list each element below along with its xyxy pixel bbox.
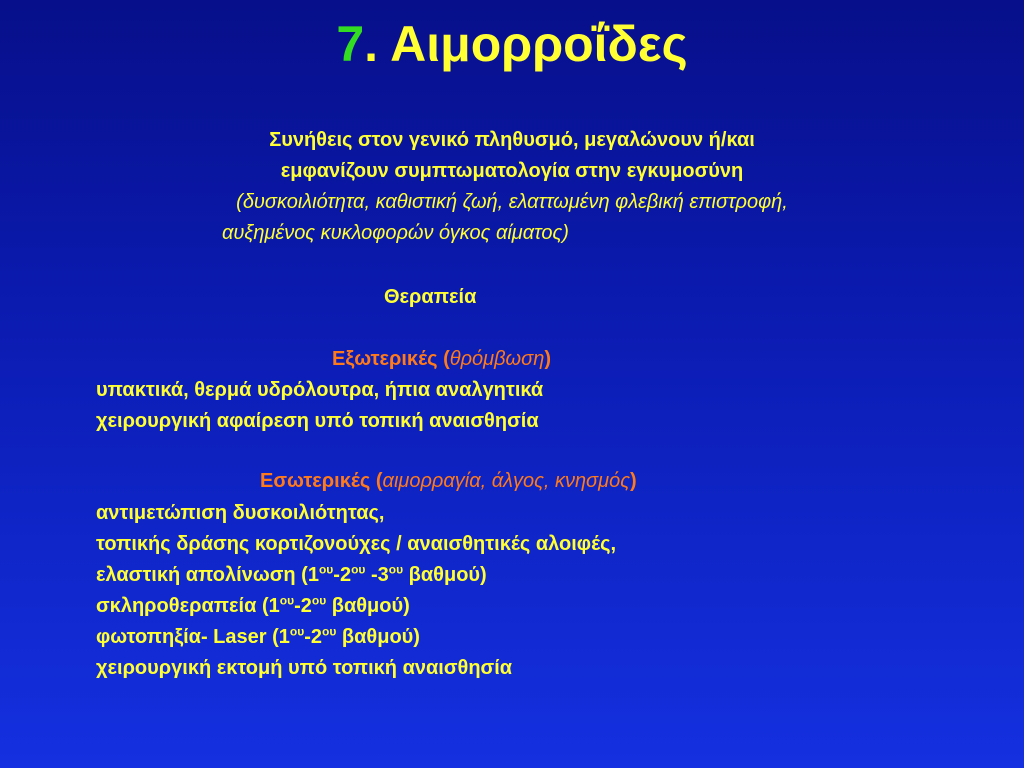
item4-text-a: σκληροθεραπεία (1 [96,595,280,617]
internal-item-1: αντιμετώπιση δυσκοιλιότητας, [96,502,385,524]
title-number: 7 [336,16,365,72]
external-label: Εξωτερικές [332,348,438,370]
item3-sup-1: ου [318,562,334,577]
item3-text-c: -3 [365,564,389,586]
item5-text-b: -2 [304,626,323,648]
internal-item-5 [96,625,420,649]
external-heading [332,347,551,371]
intro-line-2: εμφανίζουν συμπτωματολογία στην εγκυμοσύνη [280,160,744,182]
item5-text-a: φωτοπηξία- Laser (1 [96,626,290,648]
internal-item-3 [96,563,487,587]
item3-text-a: ελαστική απολίνωση (1 [96,564,319,586]
item4-text-b: -2 [294,595,312,617]
internal-cause: αιμορραγία, άλγος, κνησμός [382,470,630,492]
item5-sup-1: ου [289,624,305,639]
internal-heading [260,469,637,493]
item5-text-c: βαθμού) [336,626,420,648]
title-dot: . [364,16,379,72]
item4-text-c: βαθμού) [326,595,410,617]
internal-item-6: χειρουργική εκτομή υπό τοπική αναισθησία [96,657,513,679]
intro-line-3: (δυσκοιλιότητα, καθιστική ζωή, ελαττωμένη φλεβική επιστροφή, [236,191,788,213]
item3-sup-2: ου [351,562,366,577]
internal-close-paren: ) [629,470,637,492]
external-cause: θρόμβωση [449,348,545,370]
external-item-2: χειρουργική αφαίρεση υπό τοπική αναισθησία [96,410,539,432]
internal-item-2: τοπικής δράσης κορτιζονούχες / αναισθητικές αλοιφές, [96,533,617,555]
item5-sup-2: ου [322,624,337,639]
intro-line-1: Συνήθεις στον γενικό πληθυσμό, μεγαλώνουν ή/και [269,129,755,151]
slide-title [0,14,1024,74]
internal-label: Εσωτερικές [260,470,371,492]
internal-open-paren: ( [375,470,383,492]
item3-text-b: -2 [333,564,352,586]
item3-text-d: βαθμού) [403,564,487,586]
intro-line-4: αυξημένος κυκλοφορών όγκος αίματος) [222,222,569,244]
external-item-1: υπακτικά, θερμά υδρόλουτρα, ήπια αναλγητικά [96,379,544,401]
title-text: Αιμορροΐδες [390,16,688,72]
external-open-paren: ( [443,348,450,370]
item3-sup-3: ου [388,562,404,577]
item4-sup-1: ου [279,593,295,608]
therapy-heading: Θεραπεία [384,286,477,308]
item4-sup-2: ου [311,593,327,608]
internal-item-4 [96,594,410,618]
external-close-paren: ) [544,348,551,370]
